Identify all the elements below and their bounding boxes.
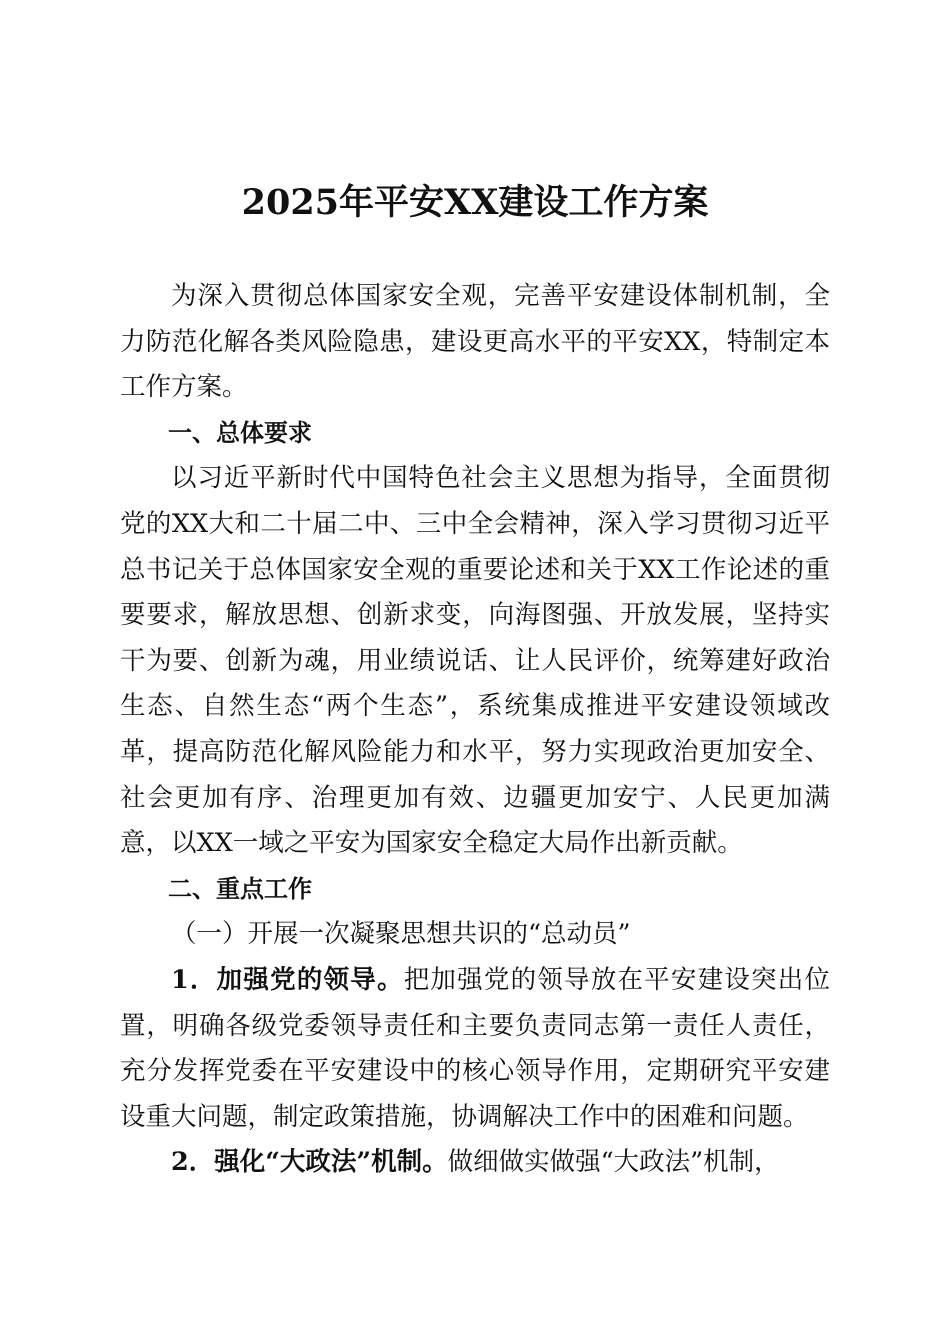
item-paragraph-1	[120, 958, 830, 1140]
item-lead-2: 2．强化“大政法”机制。	[171, 1147, 448, 1178]
item-lead-1: 1．加强党的领导。	[171, 964, 404, 995]
subsection-heading: （一）开展一次凝聚思想共识的“总动员”	[171, 919, 631, 950]
item-text-2: 做细做实做强“大政法”机制，	[447, 1147, 780, 1178]
item-text-1: 把加强党的领导放在平安建设突出位置，明确各级党委领导责任和主要负责同志第一责任人责任，充分发挥党委在平安建设中的核心领导作用，定期研究平安建设重大问题，制定政策措施，协调解决工作中的困难和问题。	[120, 964, 830, 1132]
general-requirements-paragraph: 以习近平新时代中国特色社会主义思想为指导，全面贯彻党的XX大和二十届二中、三中全会精神，深入学习贯彻习近平总书记关于总体国家安全观的重要论述和关于XX工作论述的重要要求，解放思想、创新求变，向海图强、开放发展，坚持实干为要、创新为魂，用业绩说话、让人民评价，统筹建好政治生态、自然生态“两个生态”，系统集成推进平安建设领域改革，提高防范化解风险能力和水平，努力实现政治更加安全、社会更加有序、治理更加有效、边疆更加安宁、人民更加满意，以XX一域之平安为国家安全稳定大局作出新贡献。	[120, 463, 830, 859]
section-heading-key-work: 二、重点工作	[168, 874, 312, 903]
document-body	[120, 274, 830, 1186]
document-title: 2025年平安XX建设工作方案	[241, 182, 709, 223]
item-paragraph-2	[120, 1140, 830, 1186]
section-heading-general-requirements: 一、总体要求	[168, 418, 312, 447]
intro-paragraph: 为深入贯彻总体国家安全观，完善平安建设体制机制，全力防范化解各类风险隐患，建设更高水平的平安XX，特制定本工作方案。	[120, 281, 830, 403]
